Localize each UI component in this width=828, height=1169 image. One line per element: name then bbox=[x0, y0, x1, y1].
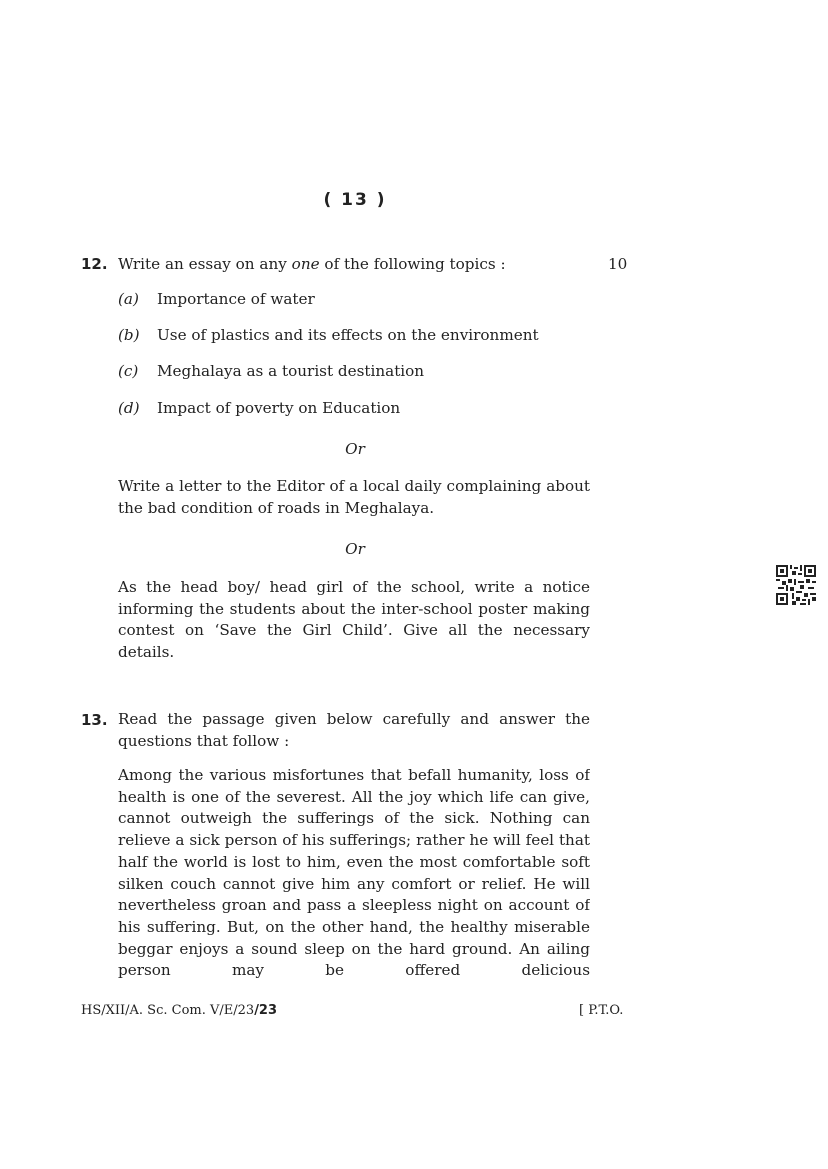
option-a-text: Importance of water bbox=[157, 290, 315, 308]
page-number: ( 13 ) bbox=[323, 190, 387, 210]
option-b-label: (b) bbox=[118, 326, 140, 344]
question-12-prompt bbox=[118, 253, 506, 275]
option-c-text: Meghalaya as a tourist destination bbox=[157, 362, 425, 380]
question-12-number: 12. bbox=[81, 255, 108, 273]
question-12-marks: 10 bbox=[608, 255, 628, 273]
prompt-text: Write an essay on any bbox=[118, 255, 292, 273]
notice-task: As the head boy/ head girl of the school, write a notice informing the students about the inter-school poster making contest on ‘Save the Girl Child’. Give all the necessary details. bbox=[118, 578, 590, 662]
qr-code-icon bbox=[776, 565, 816, 605]
option-d-text: Impact of poverty on Education bbox=[157, 399, 401, 417]
prompt-text: of the following topics : bbox=[319, 255, 506, 273]
option-d-label: (d) bbox=[118, 399, 140, 417]
letter-task: Write a letter to the Editor of a local daily complaining about the bad condition of roads in Meghalaya. bbox=[118, 477, 590, 517]
page-count: /23 bbox=[254, 1003, 278, 1018]
paper-code: HS/XII/A. Sc. Com. V/E/23 bbox=[81, 1003, 255, 1018]
question-13-number: 13. bbox=[81, 711, 108, 729]
footer-paper-code bbox=[81, 1003, 277, 1018]
option-c-label: (c) bbox=[118, 362, 139, 380]
question-13-prompt: Read the passage given below carefully and answer the questions that follow : bbox=[118, 710, 590, 750]
footer-pto: [ P.T.O. bbox=[579, 1003, 624, 1018]
or-separator-2: Or bbox=[345, 540, 365, 558]
question-13-passage: Among the various misfortunes that befall humanity, loss of health is one of the severest. All the joy which life can give, cannot outweigh the sufferings of the sick. Nothing can relieve a sick person of his sufferings; rather he will feel that half the world is lost to him, even the most comfortable soft silken couch cannot give him any comfort or relief. He will nevertheless groan and pass a sleepless night on account of his suffering. But, on the other hand, the healthy miserable beggar enjoys a sound sleep on the hard ground. An ailing person may be offered delicious bbox=[118, 766, 590, 980]
prompt-emphasis: one bbox=[291, 255, 320, 273]
option-a-label: (a) bbox=[118, 290, 139, 308]
or-separator-1: Or bbox=[345, 440, 365, 458]
option-b-text: Use of plastics and its effects on the environment bbox=[157, 326, 539, 344]
